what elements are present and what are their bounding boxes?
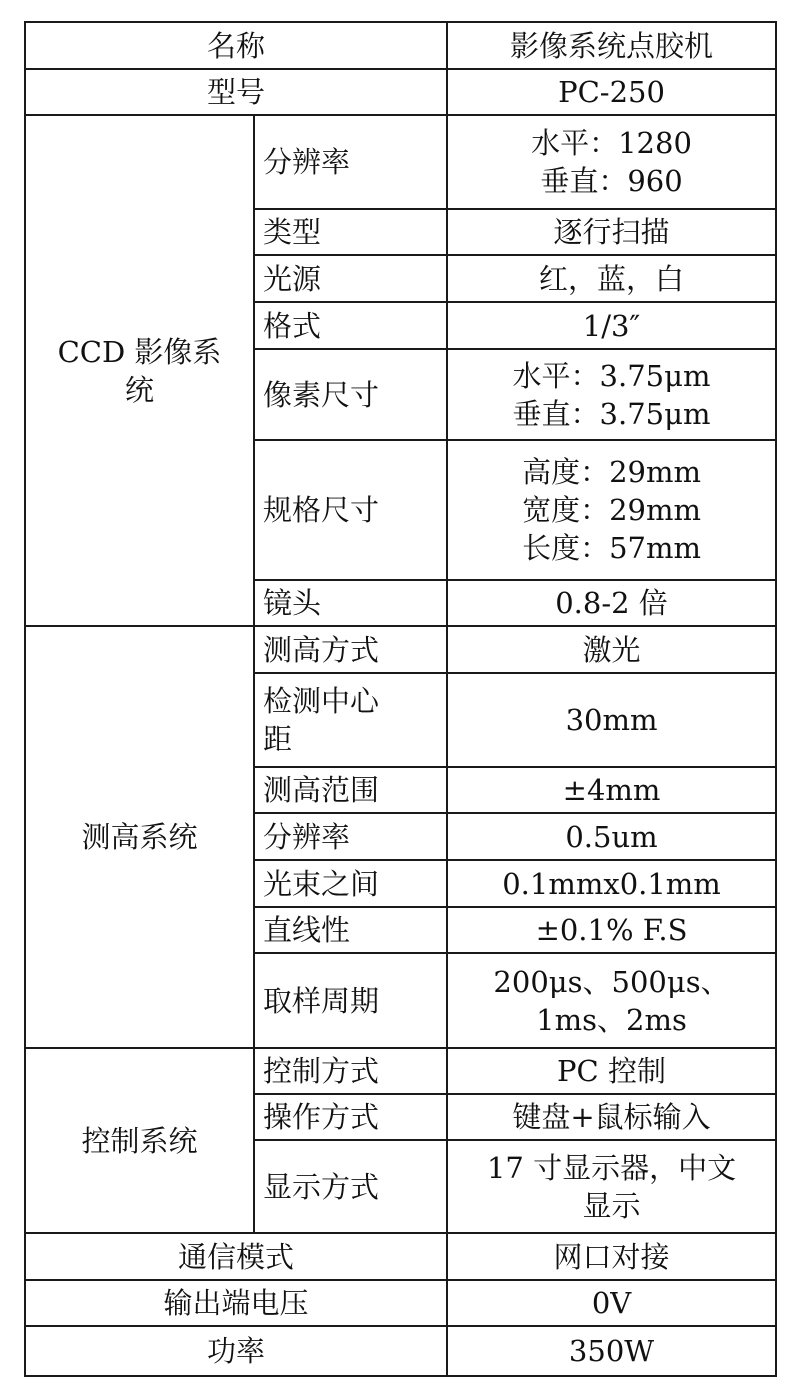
ccd-pixel-label: 像素尺寸: [254, 349, 447, 440]
ccd-format-value: 1/3″: [447, 302, 776, 349]
operation-method-value: 键盘+鼠标输入: [447, 1094, 776, 1140]
ccd-light-value: 红，蓝，白: [447, 255, 776, 302]
table-row: [25, 69, 776, 115]
table-row: [25, 626, 776, 673]
height-range-value: ±4mm: [447, 767, 776, 813]
height-sampling-value: 200μs、500μs、 1ms、2ms: [447, 953, 776, 1048]
height-sampling-label: 取样周期: [254, 953, 447, 1048]
name-label: 名称: [25, 22, 447, 69]
power-label: 功率: [25, 1326, 447, 1376]
table-row: [25, 115, 776, 209]
display-method-label: 显示方式: [254, 1140, 447, 1233]
height-linearity-value: ±0.1% F.S: [447, 907, 776, 953]
height-method-label: 测高方式: [254, 626, 447, 673]
height-beam-label: 光束之间: [254, 860, 447, 907]
ccd-type-value: 逐行扫描: [447, 209, 776, 255]
table-row: [25, 1233, 776, 1280]
height-linearity-label: 直线性: [254, 907, 447, 953]
ccd-resolution-value: 水平：1280 垂直：960: [447, 115, 776, 209]
ccd-format-label: 格式: [254, 302, 447, 349]
table-row: [25, 22, 776, 69]
power-value: 350W: [447, 1326, 776, 1376]
model-value: PC-250: [447, 69, 776, 115]
height-center-label: 检测中心 距: [254, 673, 447, 767]
operation-method-label: 操作方式: [254, 1094, 447, 1140]
ccd-size-value: 高度：29mm 宽度：29mm 长度：57mm: [447, 440, 776, 580]
ccd-pixel-value: 水平：3.75μm 垂直：3.75μm: [447, 349, 776, 440]
name-value: 影像系统点胶机: [447, 22, 776, 69]
height-range-label: 测高范围: [254, 767, 447, 813]
comm-value: 网口对接: [447, 1233, 776, 1280]
height-method-value: 激光: [447, 626, 776, 673]
spec-table: [24, 21, 777, 1377]
ccd-type-label: 类型: [254, 209, 447, 255]
control-group-label: 控制系统: [25, 1048, 254, 1233]
model-label: 型号: [25, 69, 447, 115]
height-center-value: 30mm: [447, 673, 776, 767]
voltage-value: 0V: [447, 1280, 776, 1326]
table-row: [25, 1048, 776, 1094]
height-beam-value: 0.1mmx0.1mm: [447, 860, 776, 907]
ccd-light-label: 光源: [254, 255, 447, 302]
control-method-value: PC 控制: [447, 1048, 776, 1094]
ccd-group-label: CCD 影像系 统: [25, 115, 254, 626]
control-method-label: 控制方式: [254, 1048, 447, 1094]
comm-label: 通信模式: [25, 1233, 447, 1280]
height-resolution-value: 0.5um: [447, 813, 776, 860]
height-resolution-label: 分辨率: [254, 813, 447, 860]
ccd-size-label: 规格尺寸: [254, 440, 447, 580]
display-method-value: 17 寸显示器，中文 显示: [447, 1140, 776, 1233]
ccd-lens-value: 0.8-2 倍: [447, 580, 776, 626]
table-row: [25, 1280, 776, 1326]
ccd-resolution-label: 分辨率: [254, 115, 447, 209]
voltage-label: 输出端电压: [25, 1280, 447, 1326]
table-row: [25, 1326, 776, 1376]
ccd-lens-label: 镜头: [254, 580, 447, 626]
height-group-label: 测高系统: [25, 626, 254, 1048]
